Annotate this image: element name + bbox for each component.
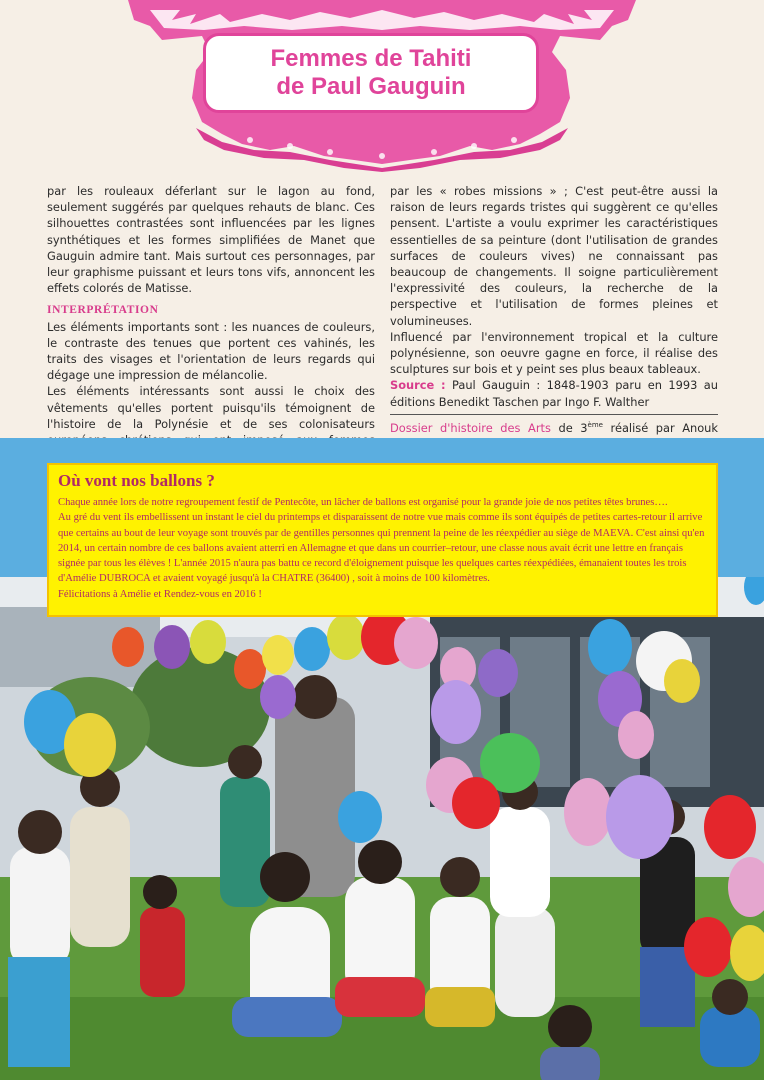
left-paragraph-3: Les éléments intéressants sont aussi le choix des vêtements qu'elles portent puisqu'ils témoignent de l'histoire de la Polynésie et de ses colonisateurs xyxy=(47,384,375,431)
news-line-3: Félicitations à Amélie et Rendez-vous en 2016 ! xyxy=(58,588,262,600)
dossier-superscript: ème xyxy=(587,420,603,429)
title-box xyxy=(203,33,539,113)
dossier-text-b: réalisé par Anouk xyxy=(610,420,718,435)
right-paragraph-1: par les « robes missions » ; C'est peut-être aussi la raison de leurs regards tristes qui suggèrent ce qu'elles pensent. L'artiste a voulu exprimer les caractéristiques essentielles de sa peinture (dont l'utilisation de grandes surfaces de couleurs vives) ne connaissant pas beaucoup de changements. Il soigne particulièrement l'expressivité des couleurs, la recherche de la perspective et l'utilisation de formes pleines et volumineuses. xyxy=(390,184,718,328)
news-title: Où vont nos ballons ? xyxy=(58,471,215,490)
right-paragraph-2: Influencé par l'environnement tropical et la culture polynésienne, son oeuvre gagne en force, il réalise des sculptures sur bois et y peint ses plus beaux tableaux. xyxy=(390,329,718,377)
photo-illustration xyxy=(0,577,764,1080)
divider xyxy=(390,414,718,415)
news-body xyxy=(58,495,707,602)
right-column xyxy=(390,183,718,468)
left-column xyxy=(47,183,375,464)
title-line-2: de Paul Gauguin xyxy=(276,73,466,100)
balloon-release-photo xyxy=(0,577,764,1080)
news-line-2: Au gré du vent ils embellissent un instant le ciel du printemps et disparaissent de notre vue mais comme ils sont équipés de petites cartes-retour il arrive que certains au bout de leur voyage sont trouvés par de gentilles personnes qui prennent la peine de les réexpédier au siège de MAEVA. C'est ainsi qu'en 2014, un certain nombre de ces ballons avaient atterri en Allemagne et que dans un courrier–retour, une classe nous avait écrit une lettre en français signée par tous les élèves ! L'année 2015 n'aura pas battu ce record d'éloignement puisque les quelques cartes réexpédiées, émanaient toutes les trois d'Amélie DUBROCA et avaient voyagé jusqu'à la CHATRE (36400) , soit à moins de 100 kilomètres. xyxy=(58,512,705,585)
source-label: Source : xyxy=(390,378,446,393)
source-text: Paul Gauguin : 1848-1903 paru en 1993 au éditions Benedikt Taschen par Ingo F. Walther xyxy=(390,378,718,409)
dossier-label: Dossier d'histoire des Arts xyxy=(390,420,551,435)
header-banner xyxy=(0,0,764,175)
title-line-1: Femmes de Tahiti xyxy=(270,45,472,72)
left-paragraph-1: par les rouleaux déferlant sur le lagon au fond, seulement suggérés par quelques rehauts de blanc. Ces silhouettes contrastées sont influencées par les lignes synthétiques et les formes simplifiées de Manet que Gauguin admire tant. Mais surtout ces personnages, par leur graphisme puissant et leurs tons vifs, annoncent les effets colorés de Matisse. xyxy=(47,184,375,296)
news-line-1: Chaque année lors de notre regroupement festif de Pentecôte, un lâcher de ballons est organisé pour la grande joie de nos petites têtes brunes…. xyxy=(58,497,668,508)
news-box xyxy=(47,463,718,617)
section-heading-interpretation: INTERPRÉTATION xyxy=(47,304,159,317)
dossier-text-a: de 3 xyxy=(550,420,588,435)
source-line xyxy=(390,377,718,409)
left-paragraph-2: Les éléments importants sont : les nuances de couleurs, le contraste des tenues que portent ces vahinés, les traits des visages et l'orientation de leurs regards qui dégage une impression de mélancolie. xyxy=(47,319,375,383)
